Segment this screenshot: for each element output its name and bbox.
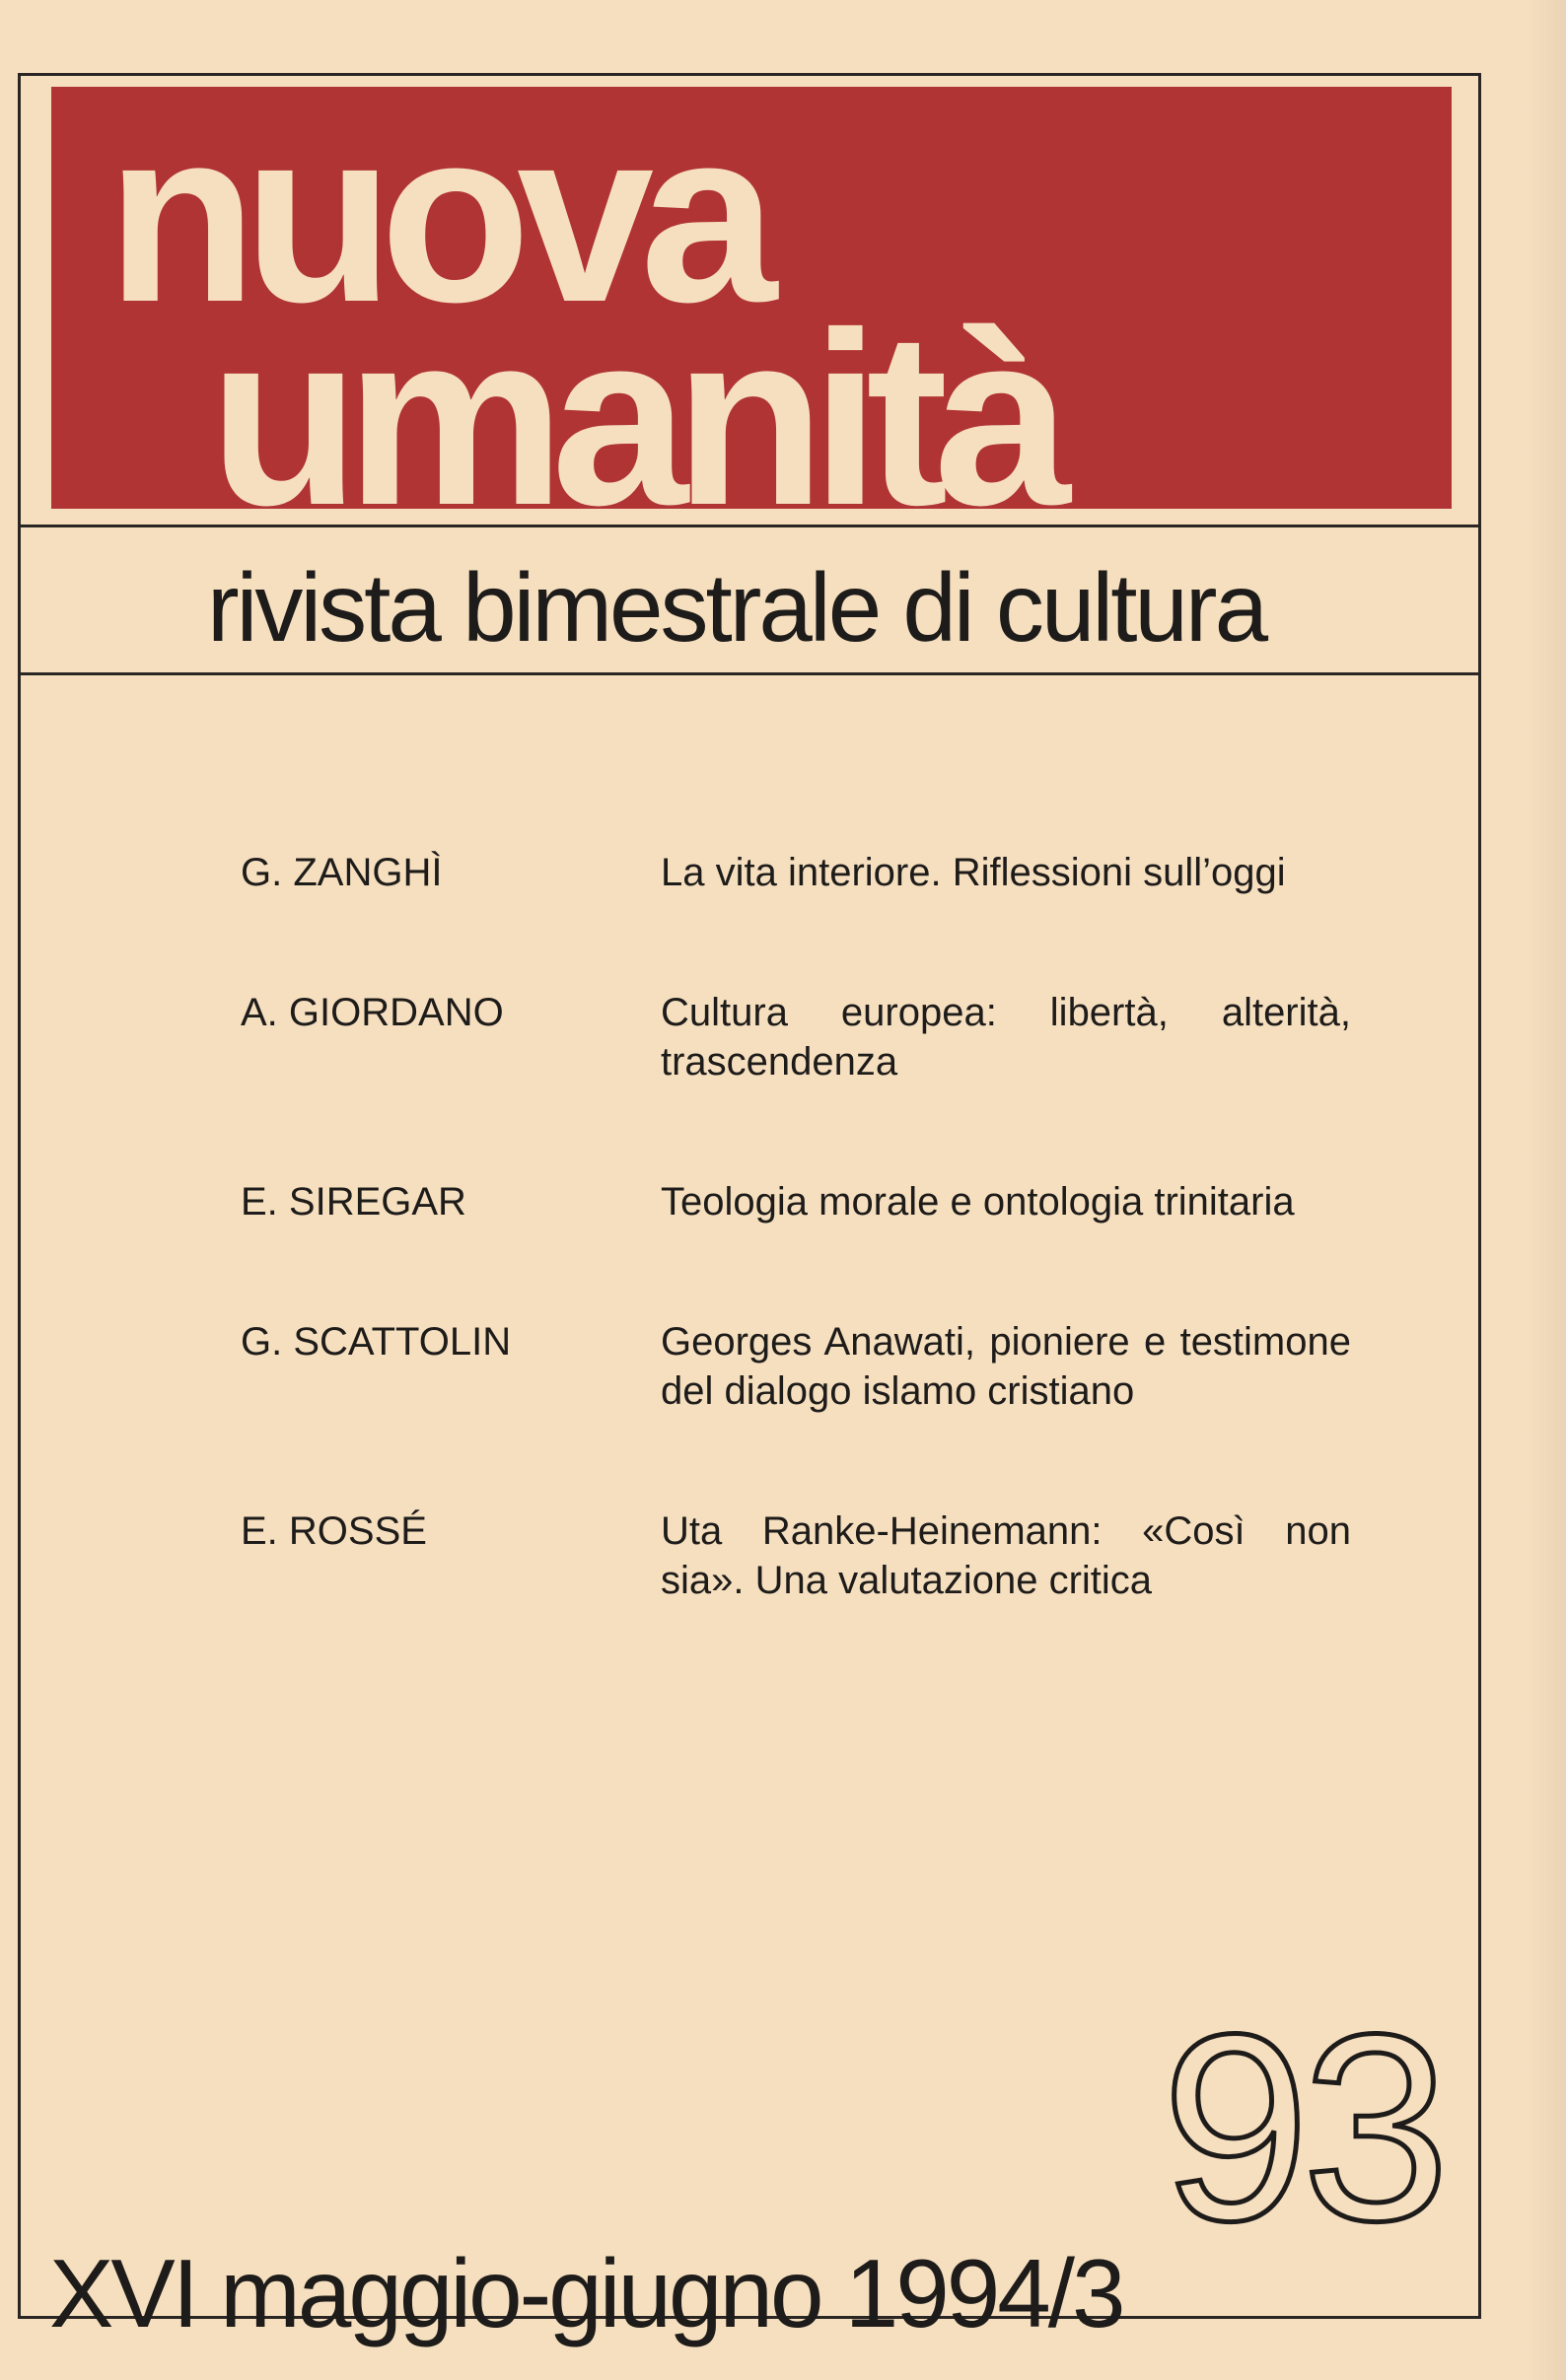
- masthead-title-line-2: umanità: [209, 281, 1058, 509]
- table-of-contents: [241, 848, 1365, 1605]
- toc-entry: [241, 848, 1365, 897]
- toc-author: E. ROSSÉ: [241, 1509, 427, 1553]
- issue-info: XVI maggio-giugno 1994/3: [49, 2239, 1123, 2347]
- masthead-title-line-1: nuova: [107, 87, 764, 353]
- divider-top: [18, 525, 1481, 527]
- masthead-subtitle: rivista bimestrale di cultura: [207, 553, 1266, 662]
- toc-author: A. GIORDANO: [241, 991, 504, 1034]
- toc-title: Cultura europea: libertà, alterità, trascendenza: [661, 991, 1351, 1084]
- toc-entry: [241, 1177, 1365, 1226]
- masthead-block: [51, 87, 1452, 509]
- divider-bottom: [18, 672, 1481, 675]
- toc-author: G. SCATTOLIN: [241, 1320, 512, 1364]
- toc-entry: [241, 1317, 1365, 1416]
- toc-title: Teologia morale e ontologia trinitaria: [661, 1180, 1295, 1224]
- toc-author: E. SIREGAR: [241, 1180, 466, 1224]
- toc-title: Georges Anawati, pioniere e testimone del dialogo islamo cristiano: [661, 1320, 1351, 1413]
- toc-entry: [241, 988, 1365, 1086]
- toc-title: Uta Ranke-Heinemann: «Così non sia». Una valutazione critica: [661, 1509, 1351, 1602]
- toc-author: G. ZANGHÌ: [241, 851, 443, 894]
- toc-title: La vita interiore. Riflessioni sull’oggi: [661, 851, 1286, 894]
- issue-number: 93: [1162, 1980, 1443, 2276]
- toc-entry: [241, 1506, 1365, 1605]
- page-edge-shadow: [1527, 0, 1566, 2380]
